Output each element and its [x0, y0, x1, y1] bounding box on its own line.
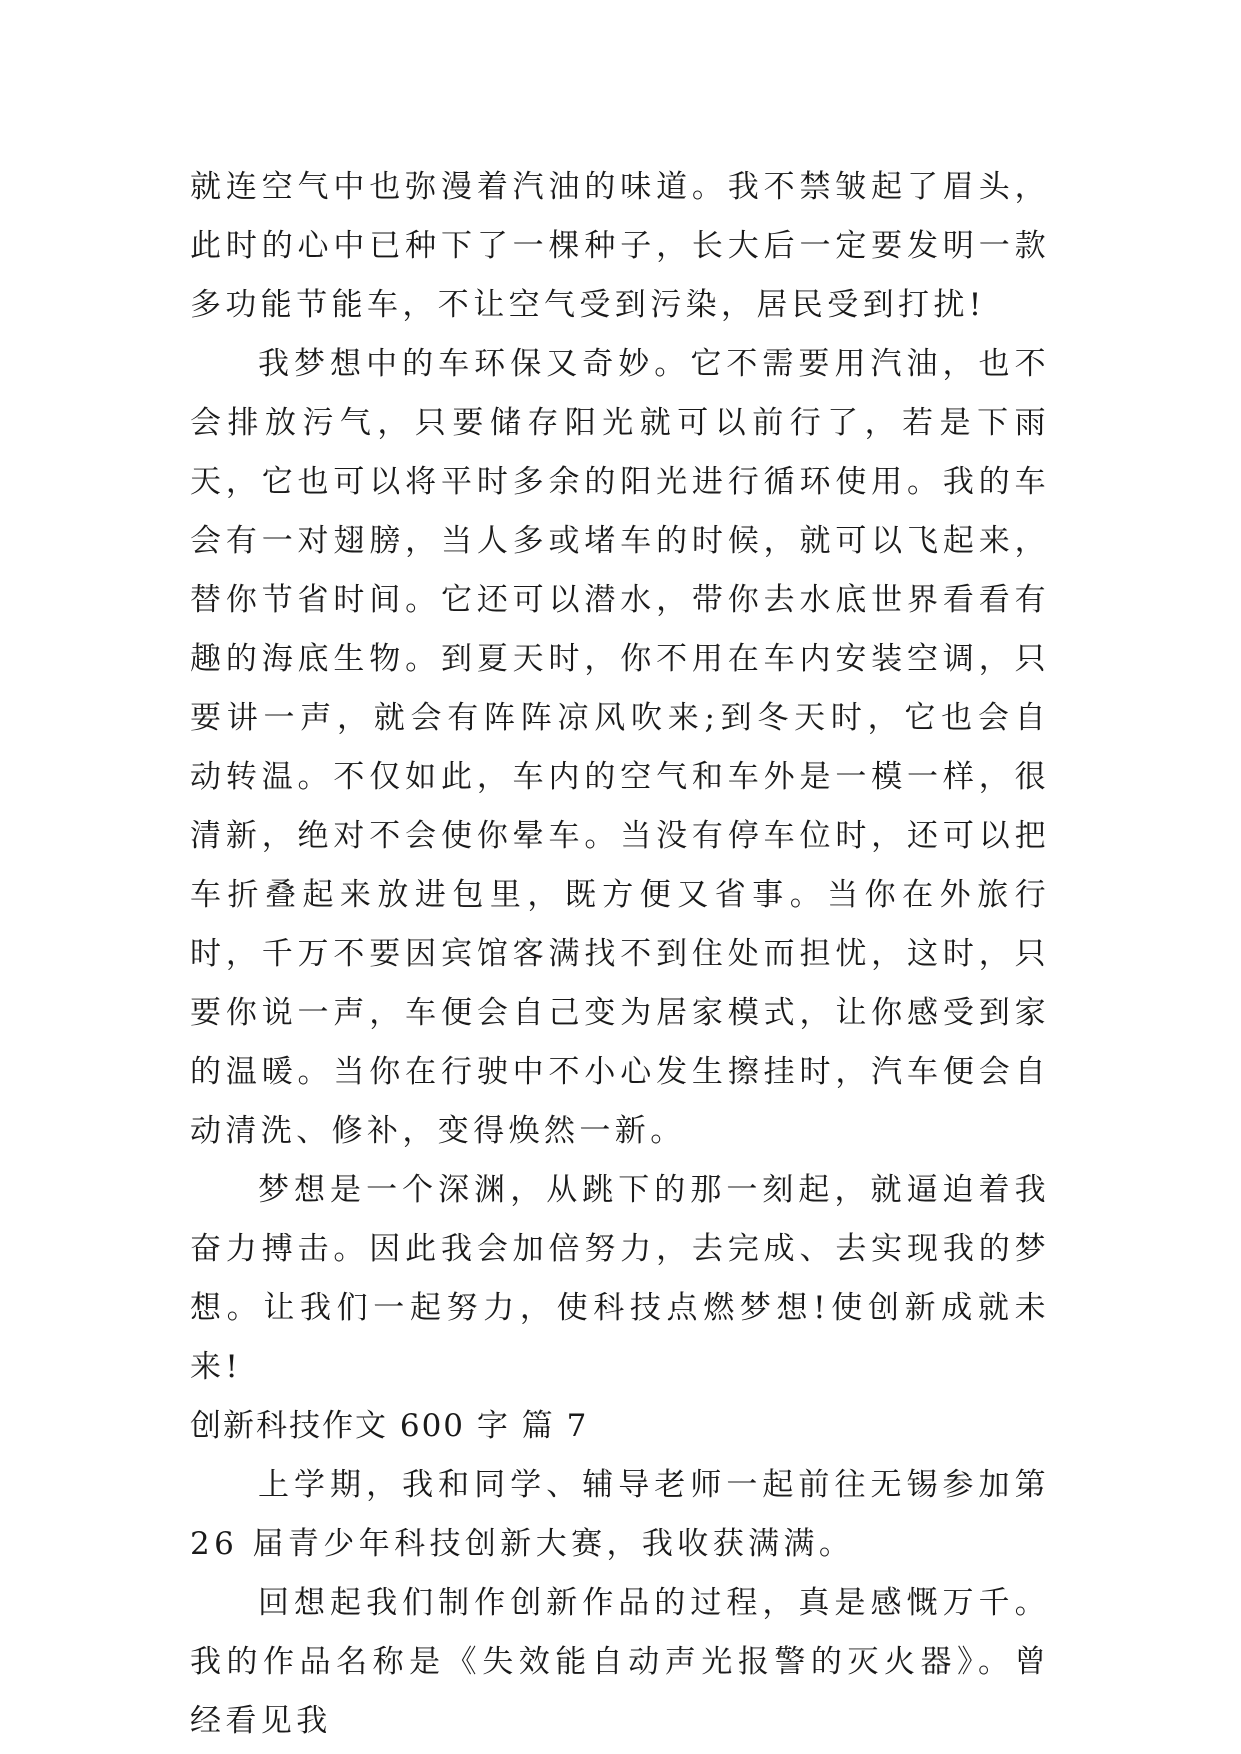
document-body [190, 158, 1050, 1751]
paragraph-recollection: 回想起我们制作创新作品的过程，真是感慨万千。我的作品名称是《失效能自动声光报警的灭火器》。曾经看见我 [190, 1585, 1050, 1739]
paragraph-dream-car: 我梦想中的车环保又奇妙。它不需要用汽油，也不会排放污气，只要储存阳光就可以前行了，若是下雨天，它也可以将平时多余的阳光进行循环使用。我的车会有一对翅膀，当人多或堵车的时候，就可以飞起来，替你节省时间。它还可以潜水，带你去水底世界看看有趣的海底生物。到夏天时，你不用在车内安装空调，只要讲一声，就会有阵阵凉风吹来;到冬天时，它也会自动转温。不仅如此，车内的空气和车外是一模一样，很清新，绝对不会使你晕车。当没有停车位时，还可以把车折叠起来放进包里，既方便又省事。当你在外旅行时，千万不要因宾馆客满找不到住处而担忧，这时，只要你说一声，车便会自己变为居家模式，让你感受到家的温暖。当你在行驶中不小心发生擦挂时，汽车便会自动清洗、修补，变得焕然一新。 [190, 346, 1050, 1149]
paragraph-competition: 上学期，我和同学、辅导老师一起前往无锡参加第 26 届青少年科技创新大赛，我收获满满。 [190, 1467, 1050, 1562]
section-heading: 创新科技作文 600 字 篇 7 [190, 1408, 589, 1444]
paragraph-conclusion: 梦想是一个深渊，从跳下的那一刻起，就逼迫着我奋力搏击。因此我会加倍努力，去完成、去实现我的梦想。让我们一起努力，使科技点燃梦想!使创新成就未来! [190, 1172, 1050, 1385]
paragraph-continued: 就连空气中也弥漫着汽油的味道。我不禁皱起了眉头，此时的心中已种下了一棵种子，长大后一定要发明一款多功能节能车，不让空气受到污染，居民受到打扰! [190, 169, 1050, 323]
